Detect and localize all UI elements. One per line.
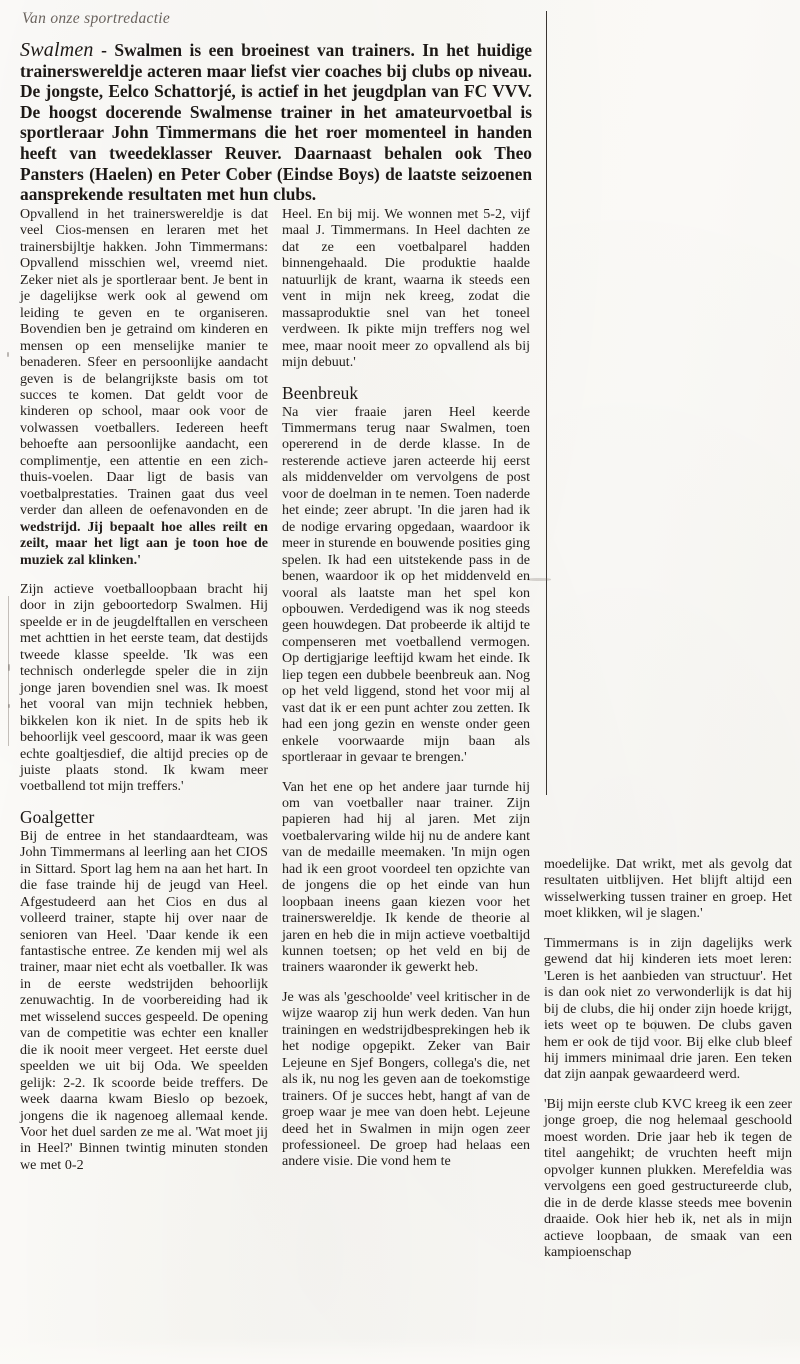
paragraph: Timmermans is in zijn dagelijks werk gewend dat hij kinderen iets moet leren: 'Leren is het aanbieden van structuur'. Het is dan ook niet zo verwonderlijk is dat hij bij de clubs, die hij onder zijn hoede krijgt, iets weet op te bouwen. De clubs gaven hem er ook de tijd voor. Bij elke club bleef hij immers minimaal drie jaren. Een teken dat zijn aanpak gewaardeerd werd.	[544, 934, 792, 1083]
paragraph-emphasis: wedstrijd. Jij bepaalt hoe alles reilt en zeilt, maar het ligt aan je toon hoe de muziek zal klinken.'	[20, 518, 268, 568]
article-column-1	[20, 206, 268, 1173]
section-subhead-beenbreuk: Beenbreuk	[282, 382, 359, 403]
section-subhead-goalgetter: Goalgetter	[20, 806, 95, 827]
dateline: Swalmen	[20, 39, 94, 61]
paragraph: Heel. En bij mij. We wonnen met 5-2, vijf maal J. Timmermans. In Heel dachten ze dat ze een voetbalparel hadden binnengehaald. Die produktie haalde natuurlijk de krant, waarna ik steeds een vent in mijn nek kreeg, zodat die massaproduktie snel van het toneel verdween. Ik pikte mijn treffers nog wel mee, maar nooit meer zo opvallend als bij mijn debuut.'	[282, 206, 530, 371]
paragraph: Je was als 'geschoolde' veel kritischer in de wijze waarop zij hun werk deden. Van hun trainingen en wedstrijdbesprekingen heb ik het nodige opgepikt. Zeker van Bair Lejeune en Sjef Bongers, collega's die, net als ik, nu nog les geven aan de toekomstige trainers. Of je succes hebt, hangt af van de groep waar je mee van doen hebt. Lejeune deed het in Swalmen in mijn ogen zeer professioneel. De groep had helaas een andere visie. Die vond hem te	[282, 988, 530, 1170]
paragraph: 'Bij mijn eerste club KVC kreeg ik een zeer jonge groep, die nog helemaal geschoold moest worden. Drie jaar heb ik tegen de titel aangehikt; de vruchten heeft mijn opvolger kunnen plukken. Merefeldia was vervolgens een goed gestructureerde club, die in de derde klasse steeds mee bovenin draaide. Ook hier heb ik, net als in mijn actieve loopbaan, de smaak van een kampioenschap	[544, 1095, 792, 1260]
article-column-3	[544, 856, 792, 1260]
lead-text: - Swalmen is een broeinest van trainers. In het huidige trainerswereldje acteren maar liefst vier coaches bij clubs op niveau. De jongste, Eelco Schattorjé, is actief in het jeugdplan van FC VVV. De hoogst docerende Swalmense trainer in het amateurvoetbal is sportleraar John Timmermans die het roer momenteel in handen heeft van tweedeklasser Reuver. Daarnaast behalen ook Theo Pansters (Haelen) en Peter Cober (Eindse Boys) de laatste seizoenen aansprekende resultaten met hun clubs.	[20, 40, 532, 205]
paragraph: Na vier fraaie jaren Heel keerde Timmermans terug naar Swalmen, toen opererend in de derde klasse. In de resterende actieve jaren acteerde hij eerst als middenvelder om vervolgens de post voor de doelman in te nemen. Toen naderde het einde; zeer abrupt. 'In die jaren had ik de nodige ervaring opgedaan, waardoor ik meer in sturende en bouwende posities ging spelen. Ik had een uitstekende pass in de benen, waardoor ik op het middenveld en vooral als laatste man het spel kon opbouwen. Verdedigend was ik nog steeds geen houwdegen. Dat probeerde ik altijd te compenseren met voetballend vermogen. Op dertigjarige leeftijd kwam het einde. Ik liep tegen een dubbele beenbreuk aan. Nog op het veld liggend, stond het voor mij al vast dat ik er een punt achter zou zetten. Ik had een jong gezin en wenste onder geen enkele voorwaarde mijn baan als sportleraar in gevaar te brengen.'	[282, 403, 530, 766]
scan-speck	[8, 704, 10, 708]
lead-paragraph	[20, 40, 532, 205]
scan-speck	[527, 578, 551, 581]
scan-speck	[8, 664, 10, 671]
scan-speck	[7, 352, 9, 357]
paragraph: moedelijke. Dat wrikt, met als gevolg dat resultaten uitblijven. Het blijft altijd een wisselwerking tussen trainer en groep. Het moet klikken, wil je slagen.'	[544, 856, 792, 922]
paragraph: Bij de entree in het standaardteam, was John Timmermans al leerling aan het CIOS in Sittard. Sport lag hem na aan het hart. In die fase trainde hij de jeugd van Heel. Afgestudeerd aan het Cios en dus al volleerd trainer, stapte hij over naar de senioren van Heel. 'Daar kende ik een fantastische entree. Ze kenden mij wel als trainer, maar niet echt als voetballer. Ik was in de eerste wedstrijden behoorlijk zenuwachtig. In de voorbereiding had ik met wisselend succes gespeeld. De opening van de competitie was echter een knaller die ik nooit meer vergeet. Het eerste duel speelden we uit bij Oda. We speelden gelijk: 2-2. Ik scoorde beide treffers. De week daarna kwam Bieslo op bezoek, jongens die ik nagenoeg allemaal kende. Voor het duel sarden ze me al. 'Wat moet jij in Heel?' Binnen twintig minuten stonden we met 0-2	[20, 827, 268, 1173]
scan-edge-artifact	[8, 596, 9, 746]
paragraph: Zijn actieve voetballoopbaan bracht hij door in zijn geboortedorp Swalmen. Hij speelde er in de jeugdelftallen en verscheen met achttien in het eerste team, dat destijds tweede klasse speelde. 'Ik was een technisch onderlegde speler die in zijn jonge jaren bovendien snel was. Ik moest het vooral van mijn techniek hebben, bikkelen kon ik niet. In de spits heb ik behoorlijk veel gescoord, maar ik was geen echte goaltjesdief, die altijd precies op de juiste plaats stond. Ik kwam meer voetballend tot mijn treffers.'	[20, 580, 268, 795]
page-bottom-fade	[0, 1338, 800, 1364]
paragraph	[20, 206, 268, 568]
paragraph: Van het ene op het andere jaar turnde hij om van voetballer naar trainer. Zijn papieren had hij al jaren. Met zijn voetbalervaring wilde hij nu de andere kant van de medaille meemaken. 'In mijn ogen had ik een groot voordeel ten opzichte van de jongens die op het einde van hun loopbaan ineens gaan kiezen voor het trainerswereldje. Ik kende de theorie al jaren en heb die in mijn actieve voetbaltijd kunnen toetsen; op het veld en bij de trainers waaronder ik gewerkt heb.	[282, 778, 530, 976]
byline: Van onze sportredactie	[22, 10, 171, 27]
paragraph-text: Opvallend in het trainerswereldje is dat veel Cios-mensen en leraren met het trainersbijltje hakken. John Timmermans: Opvallend misschien wel, vreemd niet. Zeker niet als je sportleraar bent. Je bent in je dagelijkse werk ook al gewend om leiding te geven en te organiseren. Bovendien ben je getraind om kinderen en mensen op een menselijke manier te benaderen. Sfeer en persoonlijke aandacht geven is de belangrijkste basis om tot succes te komen. Dat geldt voor de kinderen op school, maar ook voor de volwassen voetballers. Iedereen heeft behoefte aan persoonlijke aandacht, een complimentje, een attentie en een zich-thuis-voelen. Daar ligt de basis van voetbalprestaties. Trainen gaat dus veel verder dan alleen de oefenavonden en de	[20, 206, 268, 519]
article-column-2	[282, 206, 530, 1170]
column-divider-rule	[546, 11, 547, 795]
